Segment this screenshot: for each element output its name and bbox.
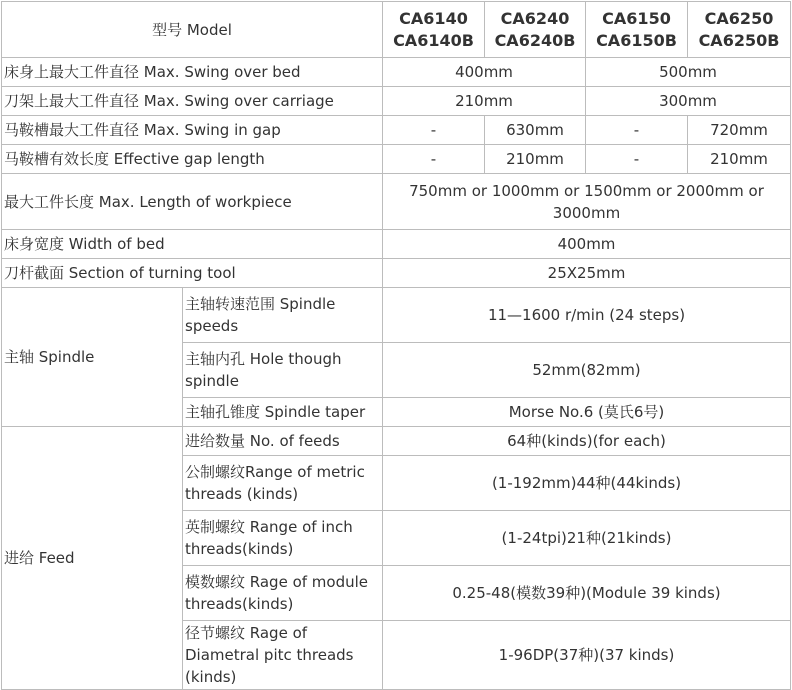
model-name: CA6240B [494, 30, 576, 50]
model-name: CA6240 [500, 8, 570, 28]
row-value: 210mm [688, 145, 791, 174]
row-value: 720mm [688, 116, 791, 145]
sub-label: 主轴内孔 Hole though spindle [183, 343, 383, 398]
table-row [2, 174, 791, 230]
row-value: 500mm [586, 58, 791, 87]
row-value: 25X25mm [383, 259, 791, 288]
sub-value: (1-24tpi)21种(21kinds) [383, 511, 791, 566]
table-row [2, 145, 791, 174]
row-value: 210mm [485, 145, 586, 174]
sub-label: 主轴转速范围 Spindle speeds [183, 288, 383, 343]
feed-group-label: 进给 Feed [2, 427, 183, 690]
model-ca6140 [383, 2, 485, 58]
row-value: - [383, 145, 485, 174]
table-row [2, 230, 791, 259]
sub-value: (1-192mm)44种(44kinds) [383, 456, 791, 511]
row-value: - [586, 145, 688, 174]
sub-label: 英制螺纹 Range of inch threads(kinds) [183, 511, 383, 566]
model-ca6240 [485, 2, 586, 58]
sub-value: Morse No.6 (莫氏6号) [383, 398, 791, 427]
spindle-group-label: 主轴 Spindle [2, 288, 183, 427]
table-row [2, 288, 791, 343]
row-value: 400mm [383, 58, 586, 87]
sub-label: 进给数量 No. of feeds [183, 427, 383, 456]
row-label: 刀杆截面 Section of turning tool [2, 259, 383, 288]
row-label: 刀架上最大工件直径 Max. Swing over carriage [2, 87, 383, 116]
row-label: 马鞍槽最大工件直径 Max. Swing in gap [2, 116, 383, 145]
model-name: CA6250 [704, 8, 774, 28]
row-label: 床身宽度 Width of bed [2, 230, 383, 259]
row-value: - [586, 116, 688, 145]
sub-label: 主轴孔锥度 Spindle taper [183, 398, 383, 427]
model-name: CA6140 [399, 8, 468, 28]
row-value: 750mm or 1000mm or 1500mm or 2000mm or 3000mm [383, 174, 791, 230]
row-value: 300mm [586, 87, 791, 116]
sub-value: 52mm(82mm) [383, 343, 791, 398]
model-label: 型号 Model [2, 2, 383, 58]
table-row [2, 259, 791, 288]
model-name: CA6150B [596, 30, 677, 50]
table-row [2, 58, 791, 87]
header-row [2, 2, 791, 58]
sub-label: 公制螺纹Range of metric threads (kinds) [183, 456, 383, 511]
row-value: 400mm [383, 230, 791, 259]
model-ca6150 [586, 2, 688, 58]
table-row [2, 427, 791, 456]
row-value: 210mm [383, 87, 586, 116]
row-value: 630mm [485, 116, 586, 145]
row-label: 床身上最大工件直径 Max. Swing over bed [2, 58, 383, 87]
row-label: 最大工件长度 Max. Length of workpiece [2, 174, 383, 230]
sub-label: 模数螺纹 Rage of module threads(kinds) [183, 566, 383, 621]
model-name: CA6150 [602, 8, 671, 28]
row-label: 马鞍槽有效长度 Effective gap length [2, 145, 383, 174]
sub-value: 1-96DP(37种)(37 kinds) [383, 621, 791, 690]
row-value: - [383, 116, 485, 145]
sub-value: 11—1600 r/min (24 steps) [383, 288, 791, 343]
sub-value: 0.25-48(模数39种)(Module 39 kinds) [383, 566, 791, 621]
model-name: CA6250B [698, 30, 780, 50]
model-name: CA6140B [393, 30, 474, 50]
sub-value: 64种(kinds)(for each) [383, 427, 791, 456]
spec-table [1, 1, 791, 690]
table-row [2, 87, 791, 116]
table-row [2, 116, 791, 145]
sub-label: 径节螺纹 Rage of Diametral pitc threads (kinds) [183, 621, 383, 690]
model-ca6250 [688, 2, 791, 58]
